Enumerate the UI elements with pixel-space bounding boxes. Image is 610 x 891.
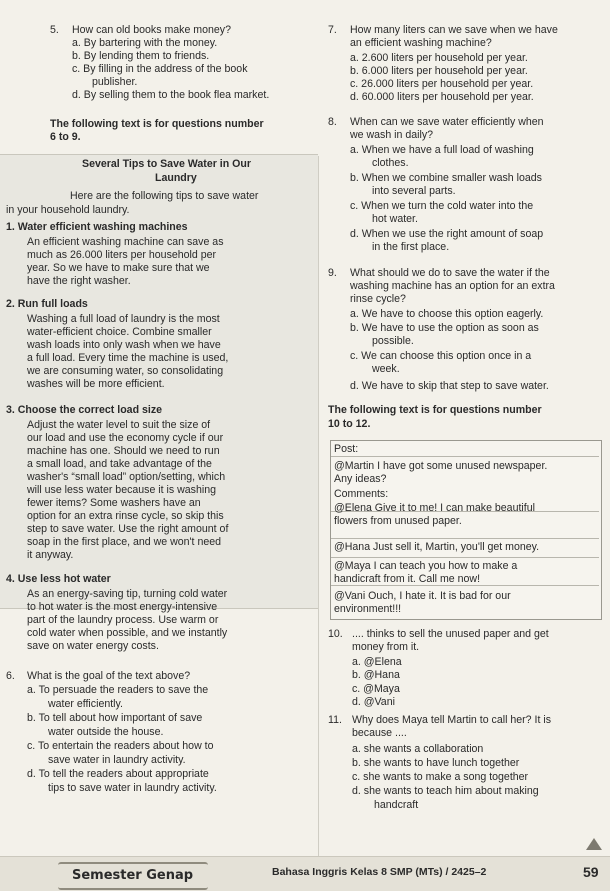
q8-option-d: d. When we use the right amount of soap — [350, 228, 544, 240]
comment-maya: @Maya I can teach you how to make a — [334, 560, 518, 572]
q7-option-b: b. 6.000 liters per household per year. — [350, 65, 528, 77]
section-3-title: 3. Choose the correct load size — [6, 404, 163, 416]
q7-question: How many liters can we save when we have — [350, 24, 558, 36]
section-2-line: wash loads into only wash when we have — [27, 339, 221, 351]
section-4-line: save on water energy costs. — [27, 640, 159, 652]
q7-option-c: c. 26.000 liters per household per year. — [350, 78, 534, 90]
section-3-line: our load and use the economy cycle if our — [27, 432, 224, 444]
post-text-cont: Any ideas? — [334, 473, 387, 485]
q9-question-cont: washing machine has an option for an extra — [350, 280, 555, 292]
section-3-line: it anyway. — [27, 549, 74, 561]
q11-question: Why does Maya tell Martin to call her? It is — [352, 714, 552, 726]
q8-option-b: b. When we combine smaller wash loads — [350, 172, 542, 184]
intro-6-9-cont: 6 to 9. — [50, 131, 81, 143]
section-1-line: have the right washer. — [27, 275, 131, 287]
q10-question-cont: money from it. — [352, 641, 420, 653]
q5-option-b: b. By lending them to friends. — [72, 50, 210, 62]
page-number: 59 — [583, 864, 599, 880]
section-1-title: 1. Water efficient washing machines — [6, 221, 188, 233]
q9-option-a: a. We have to choose this option eagerly. — [350, 308, 544, 320]
q8-option-a-cont: clothes. — [372, 157, 409, 169]
section-3-line: will use less water because it is washing — [27, 484, 217, 496]
q9-question: What should we do to save the water if the — [350, 267, 550, 279]
section-1-line: An efficient washing machine can save as — [27, 236, 224, 248]
section-2-title: 2. Run full loads — [6, 298, 88, 310]
q6-question: What is the goal of the text above? — [27, 670, 191, 682]
section-3-line: option for an extra rinse cycle, so skip this — [27, 510, 224, 522]
box-lead-cont: in your household laundry. — [6, 204, 130, 216]
comment-maya-cont: handicraft from it. Call me now! — [334, 573, 481, 585]
comment-vani: @Vani Ouch, I hate it. It is bad for our — [334, 590, 511, 602]
post-divider — [331, 557, 599, 558]
q6-option-a-cont: water efficiently. — [48, 698, 123, 710]
q5-option-a: a. By bartering with the money. — [72, 37, 218, 49]
q6-option-b: b. To tell about how important of save — [27, 712, 203, 724]
q5-number: 5. — [50, 24, 59, 36]
q6-option-d: d. To tell the readers about appropriate — [27, 768, 209, 780]
section-2-line: a full load. Every time the machine is used, — [27, 352, 229, 364]
q8-option-c: c. When we turn the cold water into the — [350, 200, 534, 212]
section-3-line: Adjust the water level to suit the size of — [27, 419, 211, 431]
watermark-icon — [584, 836, 604, 852]
q9-option-b: b. We have to use the option as soon as — [350, 322, 539, 334]
q9-option-c-cont: week. — [372, 363, 400, 375]
section-2-line: water-efficient choice. Combine smaller — [27, 326, 212, 338]
box-title-cont: Laundry — [155, 172, 197, 184]
box-lead: Here are the following tips to save water — [70, 190, 259, 202]
comments-label: Comments: — [334, 488, 389, 500]
q6-option-c-cont: save water in laundry activity. — [48, 754, 186, 766]
q9-number: 9. — [328, 267, 337, 279]
comment-elena: @Elena Give it to me! I can make beautiful — [334, 502, 535, 514]
q9-question-cont: rinse cycle? — [350, 293, 406, 305]
section-3-line: step to save water. Use the right amount of — [27, 523, 229, 535]
post-divider — [331, 456, 599, 457]
post-text: @Martin I have got some unused newspaper. — [334, 460, 548, 472]
q5-question: How can old books make money? — [72, 24, 231, 36]
comment-elena-cont: flowers from unused paper. — [334, 515, 462, 527]
q9-option-d: d. We have to skip that step to save water. — [350, 380, 549, 392]
q8-option-a: a. When we have a full load of washing — [350, 144, 534, 156]
q6-option-a: a. To persuade the readers to save the — [27, 684, 209, 696]
section-4-title: 4. Use less hot water — [6, 573, 111, 585]
q11-option-c: c. she wants to make a song together — [352, 771, 529, 783]
box-title: Several Tips to Save Water in Our — [82, 158, 251, 170]
q8-number: 8. — [328, 116, 337, 128]
section-2-line: we are consuming water, so consolidating — [27, 365, 224, 377]
q6-option-b-cont: water outside the house. — [48, 726, 164, 738]
q11-option-d-cont: handcraft — [374, 799, 419, 811]
section-3-line: fewer items? Some washers have an — [27, 497, 201, 509]
q10-option-a: a. @Elena — [352, 656, 402, 668]
section-4-line: to hot water is the most energy-intensive — [27, 601, 218, 613]
comment-hana: @Hana Just sell it, Martin, you'll get money. — [334, 541, 540, 553]
q5-option-c: c. By filling in the address of the book — [72, 63, 248, 75]
q10-option-b: b. @Hana — [352, 669, 400, 681]
q8-option-b-cont: into several parts. — [372, 185, 456, 197]
q11-option-b: b. she wants to have lunch together — [352, 757, 520, 769]
q8-option-c-cont: hot water. — [372, 213, 418, 225]
q10-option-c: c. @Maya — [352, 683, 400, 695]
section-2-line: washes will be more efficient. — [27, 378, 165, 390]
q9-option-b-cont: possible. — [372, 335, 414, 347]
section-3-line: machine has one. Should we need to run — [27, 445, 220, 457]
q8-option-d-cont: in the first place. — [372, 241, 450, 253]
q7-option-a: a. 2.600 liters per household per year. — [350, 52, 528, 64]
q11-option-a: a. she wants a collaboration — [352, 743, 484, 755]
book-title: Bahasa Inggris Kelas 8 SMP (MTs) / 2425–2 — [272, 866, 487, 878]
q5-option-c-cont: publisher. — [92, 76, 138, 88]
q6-option-c: c. To entertain the readers about how to — [27, 740, 214, 752]
q10-option-d: d. @Vani — [352, 696, 395, 708]
q10-number: 10. — [328, 628, 343, 640]
q5-option-d: d. By selling them to the book flea market. — [72, 89, 270, 101]
q11-option-d: d. she wants to teach him about making — [352, 785, 539, 797]
column-divider — [318, 156, 319, 856]
post-divider — [331, 538, 599, 539]
section-4-line: part of the laundry process. Use warm or — [27, 614, 219, 626]
section-1-line: much as 26.000 liters per household per — [27, 249, 217, 261]
intro-10-12: The following text is for questions number — [328, 404, 542, 416]
q8-question-cont: we wash in daily? — [350, 129, 434, 141]
q8-question: When can we save water efficiently when — [350, 116, 544, 128]
q7-question-cont: an efficient washing machine? — [350, 37, 492, 49]
q6-number: 6. — [6, 670, 15, 682]
section-3-line: soap in the first place, and we won't need — [27, 536, 222, 548]
q6-option-d-cont: tips to save water in laundry activity. — [48, 782, 217, 794]
q10-question: .... thinks to sell the unused paper and get — [352, 628, 549, 640]
section-4-line: As an energy-saving tip, turning cold water — [27, 588, 228, 600]
section-3-line: a small load, and take advantage of the — [27, 458, 212, 470]
q9-option-c: c. We can choose this option once in a — [350, 350, 532, 362]
comment-vani-cont: environment!!! — [334, 603, 402, 615]
semester-label: Semester Genap — [72, 868, 194, 883]
section-1-line: year. So we have to make sure that we — [27, 262, 210, 274]
q7-option-d: d. 60.000 liters per household per year. — [350, 91, 534, 103]
section-2-line: Washing a full load of laundry is the most — [27, 313, 220, 325]
intro-6-9: The following text is for questions number — [50, 118, 264, 130]
intro-10-12-cont: 10 to 12. — [328, 418, 371, 430]
q7-number: 7. — [328, 24, 337, 36]
q11-number: 11. — [328, 714, 342, 726]
q11-question-cont: because .... — [352, 727, 407, 739]
section-3-line: washer's “small load” option/setting, which — [27, 471, 226, 483]
post-label: Post: — [334, 443, 359, 455]
section-4-line: cold water when possible, and we instantly — [27, 627, 228, 639]
